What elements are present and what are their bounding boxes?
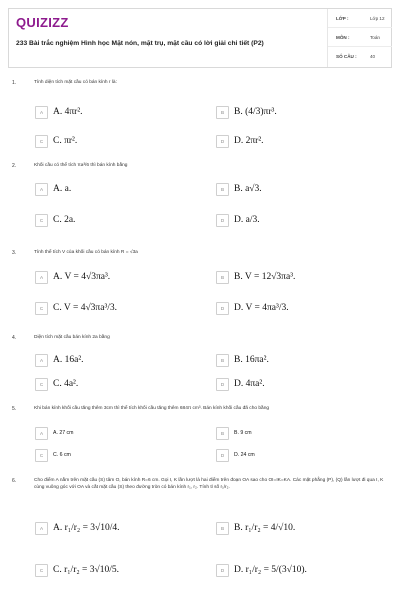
- option-letter-badge: A: [35, 271, 48, 284]
- option-letter-badge: C: [35, 214, 48, 227]
- question-text: Khối cầu có thể tích πa³/6 thì bán kính bằng: [34, 163, 128, 168]
- option-text: D. r₁/r₂ = 5/(3√10).: [234, 565, 307, 575]
- option-letter-badge: C: [35, 449, 48, 462]
- meta-table: [327, 9, 392, 67]
- option-text: D. V = 4πa³/3.: [234, 303, 289, 313]
- option-letter-badge: B: [216, 427, 229, 440]
- meta-row-subject: [328, 28, 392, 47]
- option-letter-badge: D: [216, 214, 229, 227]
- question-number: 3.: [12, 250, 17, 256]
- quizizz-logo: QUIZIZZ: [16, 15, 69, 30]
- question-number: 5.: [12, 406, 17, 412]
- option-letter-badge: C: [35, 378, 48, 391]
- option-text: C. πr².: [53, 136, 78, 146]
- option-letter-badge: D: [216, 135, 229, 148]
- option-text: B. a√3.: [234, 184, 262, 194]
- meta-label: MÔN :: [336, 35, 350, 40]
- option-text: D. 24 cm: [234, 452, 255, 458]
- option-text: D. 4πa².: [234, 379, 265, 389]
- option-text: A. a.: [53, 184, 72, 194]
- meta-value: Toán: [370, 35, 380, 40]
- option-letter-badge: B: [216, 106, 229, 119]
- option-text: C. 6 cm: [53, 452, 71, 458]
- option-letter-badge: B: [216, 522, 229, 535]
- option-letter-badge: C: [35, 302, 48, 315]
- worksheet-header: [8, 8, 392, 68]
- option-letter-badge: A: [35, 522, 48, 535]
- option-text: C. 4a².: [53, 379, 79, 389]
- meta-row-class: [328, 9, 392, 28]
- page-title: 233 Bài trắc nghiệm Hình học Mặt nón, mặt trụ, mặt cầu có lời giải chi tiết (P2): [16, 40, 264, 47]
- option-text: C. 2a.: [53, 215, 76, 225]
- option-letter-badge: B: [216, 183, 229, 196]
- option-text: C. V = 4√3πa³/3.: [53, 303, 118, 313]
- question-number: 4.: [12, 335, 17, 341]
- option-letter-badge: B: [216, 354, 229, 367]
- question-text: Diện tích mặt cầu bán kính 2a bằng: [34, 335, 110, 340]
- option-text: A. V = 4√3πa³.: [53, 272, 111, 282]
- option-letter-badge: D: [216, 378, 229, 391]
- meta-row-count: [328, 47, 392, 65]
- option-text: D. a/3.: [234, 215, 260, 225]
- option-text: D. 2πr².: [234, 136, 264, 146]
- meta-label: LỚP :: [336, 16, 349, 21]
- option-text: A. 27 cm: [53, 430, 74, 436]
- meta-value: Lớp 12: [370, 16, 385, 21]
- question-text: Khi bán kính khối cầu tăng thêm 3cm thì thể tích khối cầu tăng thêm 684π cm³. Bán kính khối cầu đã cho bằng: [34, 406, 270, 411]
- question-number: 2.: [12, 163, 17, 169]
- option-text: B. 9 cm: [234, 430, 252, 436]
- question-number: 1.: [12, 80, 17, 86]
- option-text: B. (4/3)πr³.: [234, 107, 277, 117]
- option-text: B. 16πa².: [234, 355, 269, 365]
- meta-value: 40: [370, 54, 376, 59]
- option-text: B. r₁/r₂ = 4/√10.: [234, 523, 296, 533]
- option-text: A. 4πr².: [53, 107, 83, 117]
- option-text: A. 16a².: [53, 355, 84, 365]
- question-text: Tính diện tích mặt cầu có bán kính r là:: [34, 80, 117, 85]
- option-letter-badge: C: [35, 135, 48, 148]
- meta-label: SỐ CÂU :: [336, 54, 357, 59]
- option-letter-badge: D: [216, 302, 229, 315]
- option-letter-badge: A: [35, 354, 48, 367]
- option-text: A. r₁/r₂ = 3√10/4.: [53, 523, 120, 533]
- question-text: Tính thể tích V của khối cầu có bán kính R = √3a: [34, 250, 138, 255]
- option-letter-badge: C: [35, 564, 48, 577]
- question-text: Cho điểm A nằm trên mặt cầu (S) tâm O, bán kính R=6 cm. Gọi I, K lần lượt là hai điểm trên đoạn OA sao cho OI=IK=KA. Các mặt phẳng (P), (Q) lần lượt đi qua I, K cùng vuông góc với OA và cắt mặt cầu (S) theo đường tròn có bán kính r₁, r₂. Tính tỉ số r₁/r₂.: [34, 478, 384, 490]
- question-number: 6.: [12, 478, 17, 484]
- option-text: C. r₁/r₂ = 3√10/5.: [53, 565, 120, 575]
- option-letter-badge: B: [216, 271, 229, 284]
- option-letter-badge: A: [35, 106, 48, 119]
- option-letter-badge: D: [216, 449, 229, 462]
- option-text: B. V = 12√3πa³.: [234, 272, 296, 282]
- option-letter-badge: D: [216, 564, 229, 577]
- option-letter-badge: A: [35, 183, 48, 196]
- option-letter-badge: A: [35, 427, 48, 440]
